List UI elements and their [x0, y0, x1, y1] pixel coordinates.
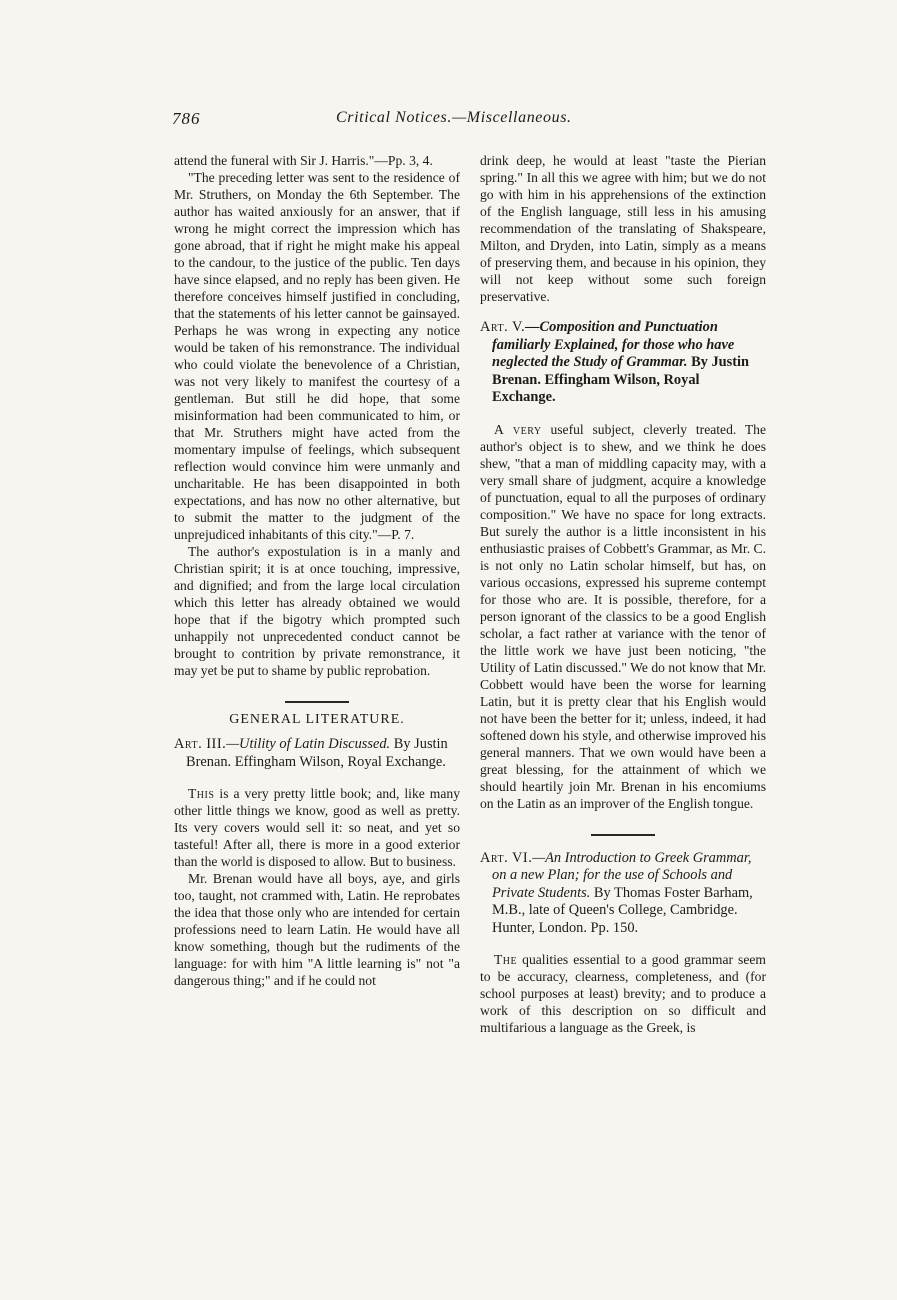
drop-lead-word: A very — [494, 421, 542, 437]
paragraph-text: useful subject, cleverly treated. The author's object is to shew, and we think he does shew, "that a man of middling capacity may, with a very small share of judgment, acquire a knowledge of punctuation, equal to all the purposes of ordinary composition." We have no space for long extracts. But surely the author is a little inconsistent in his enthusiastic praises of Cobbett's Grammar, as Mr. C. is not only no Latin scholar himself, but has, on various occasions, expressed his supreme contempt for those who are. It is possible, therefore, for a person ignorant of the classics to be a good English scholar, a fact rather at variance with the tenor of the little work we have just been noticing, "the Utility of Latin discussed." We do not know that Mr. Cobbett would have been the worse for learning Latin, but it is pretty clear that his English would not have been the better for it; unless, indeed, it had softened down his style, and otherwise improved his general manners. That we own would have been a great blessing, for the attainment of which we should heartily join Mr. Brenan in his encomiums on the Latin as an improver of the English tongue. — [480, 421, 767, 811]
section-heading: GENERAL LITERATURE. — [229, 712, 405, 727]
running-head: Critical Notices.—Miscellaneous. — [336, 109, 572, 126]
left-column — [174, 152, 460, 989]
article-3-paragraph-2: Mr. Brenan would have all boys, aye, and girls too, taught, not crammed with, Latin. He reprobates the idea that those only who are intended for certain professions need to learn Latin. He would have all know something, though but the rudiments of the language: for with him "A little learning is" not "a dangerous thing;" and if he could not — [174, 871, 460, 988]
commentary-paragraph: The author's expostulation is in a manly and Christian spirit; it is at once touching, impressive, and dignified; and from the large local circulation which this letter has already obtained we would hope that if the bigotry which prompted such unhappily not unprecedented conduct cannot be brought to contrition by private remonstrance, it may yet be put to shame by public reprobation. — [174, 544, 460, 678]
article-publisher: By Justin Brenan. Effingham Wilson, Royal Exchange. — [492, 354, 750, 405]
quote-tail: attend the funeral with Sir J. Harris."—Pp. 3, 4. — [174, 153, 433, 168]
article-3-paragraph-1 — [174, 785, 460, 870]
page-number: 786 — [172, 109, 201, 128]
article-publisher: By Justin Brenan. Effingham Wilson, Royal Exchange. — [186, 736, 448, 770]
quoted-letter-paragraph: "The preceding letter was sent to the residence of Mr. Struthers, on Monday the 6th September. The author has waited anxiously for an answer, that if wrong he might correct the impression which has gone abroad, that if right he might make his appeal to the candour, to the justice of the public. Ten days have since elapsed, and no reply has been given. He therefore conceives himself justified in concluding, that the statements of his letter cannot be gainsayed. Perhaps he was wrong in expecting any notice would be taken of his remonstrance. The individual who could violate the benevolence of a Christian, was not very likely to manifest the courtesy of a gentleman. But still he did hope, that some misinformation had been communicated to him, or that Mr. Struthers might have acted from the momentary impulse of feelings, which subsequent reflection would convince him were unmanly and uncharitable. He has been disappointed in both expectations, and has now no other alternative, but to submit the matter to the judgment of the unprejudiced inhabitants of this city."—P. 7. — [174, 170, 460, 542]
article-title: —Composition and Punctuation familiarly Explained, for those who have neglected the Study of Grammar. — [492, 319, 735, 370]
article-heading-6 — [480, 850, 766, 938]
article-5-paragraph-1 — [480, 421, 766, 812]
article-heading-5 — [480, 319, 766, 407]
article-label: Art. VI. — [480, 849, 533, 866]
continuation-paragraph: drink deep, he would at least "taste the Pierian spring." In all this we agree with him; but we do not go with him in his apprehensions of the extinction of the English language, still less in his amusing recommendation of the translating of Shakspeare, Milton, and Dryden, into Latin, simply as a means of preserving them, and because in his opinion, they will not keep without some such foreign preservative. — [480, 153, 766, 304]
drop-lead-word: The — [494, 952, 518, 967]
article-heading-3 — [174, 736, 460, 771]
article-title: —Utility of Latin Discussed. — [226, 736, 391, 752]
drop-lead-word: This — [188, 786, 215, 801]
page-header — [172, 109, 772, 131]
right-column — [480, 152, 766, 1036]
article-label: Art. III. — [174, 736, 227, 752]
article-publisher: By Thomas Foster Barham, M.B., late of Queen's College, Cambridge. Hunter, London. Pp. 150. — [492, 884, 753, 936]
paragraph-text: qualities essential to a good grammar seem to be accuracy, clearness, completeness, and (for school purposes at least) brevity; and to produce a work of this description on so difficult and multifarious a language as the Greek, is — [480, 952, 766, 1035]
article-title: —An Introduction to Greek Grammar, on a new Plan; for the use of Schools and Private Students. — [492, 849, 752, 901]
article-6-paragraph-1 — [480, 951, 766, 1036]
paragraph-text: is a very pretty little book; and, like many other little things we know, good as well as pretty. Its very covers would sell it: so neat, and yet so tasteful! After all, there is more in a good exterior than the world is disposed to allow. But to business. — [174, 786, 460, 869]
article-label: Art. V. — [480, 319, 526, 335]
